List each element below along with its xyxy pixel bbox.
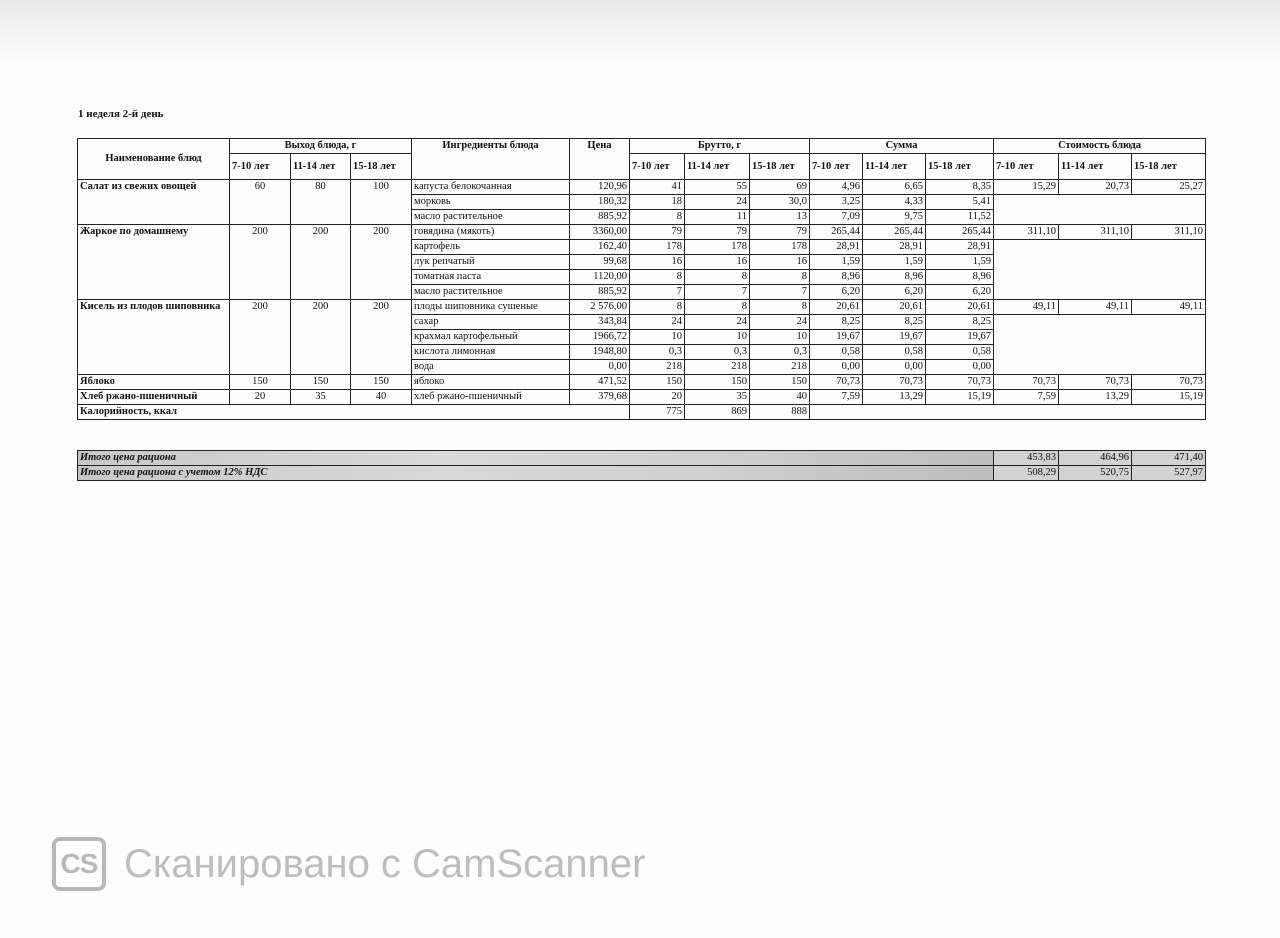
calories-label: Калорийность, ккал [78,405,630,420]
dish-cost: 49,11 [1059,300,1132,315]
dish-cost: 15,29 [994,180,1059,195]
dish-yield: 200 [230,225,291,300]
ingredient-brutto: 16 [685,255,750,270]
ingredient-brutto: 20 [630,390,685,405]
dish-cost: 311,10 [994,225,1059,240]
ingredient-brutto: 8 [685,300,750,315]
ingredient-sum: 8,96 [863,270,926,285]
ingredient-price: 379,68 [570,390,630,405]
ingredient-brutto: 218 [630,360,685,375]
total-label: Итого цена рациона [78,451,994,466]
ingredient-sum: 28,91 [810,240,863,255]
ingredient-name: хлеб ржано-пшеничный [412,390,570,405]
ingredient-brutto: 69 [750,180,810,195]
ingredient-brutto: 10 [630,330,685,345]
ingredient-brutto: 55 [685,180,750,195]
table-row [78,180,1206,195]
ingredient-price: 1966,72 [570,330,630,345]
ingredient-sum: 265,44 [863,225,926,240]
dish-cost: 70,73 [994,375,1059,390]
ingredient-brutto: 7 [630,285,685,300]
calories-value: 888 [750,405,810,420]
header-dish-name: Наименование блюд [78,139,230,180]
ingredient-sum: 19,67 [863,330,926,345]
total-value: 453,83 [994,451,1059,466]
ingredient-sum: 7,09 [810,210,863,225]
ingredient-sum: 19,67 [926,330,994,345]
dish-cost: 7,59 [994,390,1059,405]
dish-yield: 100 [351,180,412,225]
ingredient-sum: 20,61 [810,300,863,315]
ingredient-price: 180,32 [570,195,630,210]
ingredient-name: яблоко [412,375,570,390]
ingredient-brutto: 218 [750,360,810,375]
header-cost: Стоимость блюда [994,139,1206,154]
dish-yield: 20 [230,390,291,405]
table-row [78,375,1206,390]
ingredient-brutto: 24 [750,315,810,330]
ingredient-sum: 9,75 [863,210,926,225]
ingredient-brutto: 8 [630,300,685,315]
dish-name: Жаркое по домашнему [78,225,230,300]
header-age: 15-18 лет [926,154,994,180]
ingredient-price: 0,00 [570,360,630,375]
ingredient-name: томатная паста [412,270,570,285]
ingredient-brutto: 24 [630,315,685,330]
ingredient-brutto: 35 [685,390,750,405]
ingredient-price: 885,92 [570,210,630,225]
dish-name: Салат из свежих овощей [78,180,230,225]
ingredient-brutto: 7 [750,285,810,300]
dish-yield: 200 [291,225,351,300]
header-age: 11-14 лет [685,154,750,180]
watermark-text: Сканировано с CamScanner [124,841,646,886]
header-ingredients: Ингредиенты блюда [412,139,570,180]
ingredient-sum: 20,61 [926,300,994,315]
header-age: 11-14 лет [863,154,926,180]
ingredient-brutto: 13 [750,210,810,225]
dish-cost: 49,11 [1132,300,1206,315]
table-row [78,225,1206,240]
calories-value: 775 [630,405,685,420]
ingredient-price: 3360,00 [570,225,630,240]
header-age: 7-10 лет [994,154,1059,180]
ingredient-brutto: 41 [630,180,685,195]
total-row [78,451,1206,466]
ingredient-brutto: 10 [750,330,810,345]
header-age: 15-18 лет [750,154,810,180]
total-value: 471,40 [1132,451,1206,466]
dish-cost: 15,19 [1132,390,1206,405]
ingredient-sum: 0,58 [863,345,926,360]
ingredient-name: сахар [412,315,570,330]
ingredient-price: 1120,00 [570,270,630,285]
ingredient-sum: 6,20 [926,285,994,300]
ingredient-sum: 6,20 [863,285,926,300]
total-vat-value: 520,75 [1059,466,1132,481]
ingredient-sum: 11,52 [926,210,994,225]
ingredient-sum: 20,61 [863,300,926,315]
dish-cost: 20,73 [1059,180,1132,195]
ingredient-name: кислота лимонная [412,345,570,360]
ingredient-brutto: 150 [630,375,685,390]
ingredient-brutto: 8 [685,270,750,285]
ingredient-price: 120,96 [570,180,630,195]
ingredient-brutto: 218 [685,360,750,375]
ingredient-name: капуста белокочанная [412,180,570,195]
dish-cost: 311,10 [1059,225,1132,240]
ingredient-brutto: 10 [685,330,750,345]
table-row [78,390,1206,405]
ingredient-brutto: 178 [750,240,810,255]
table-row [78,300,1206,315]
header-age: 7-10 лет [630,154,685,180]
ingredient-sum: 1,59 [810,255,863,270]
header-age: 11-14 лет [291,154,351,180]
menu-table [77,138,1206,420]
ingredient-name: лук репчатый [412,255,570,270]
dish-cost: 25,27 [1132,180,1206,195]
calories-blank [810,405,1206,420]
table-header [78,139,1206,180]
ingredient-name: морковь [412,195,570,210]
ingredient-sum: 70,73 [810,375,863,390]
ingredient-sum: 6,20 [810,285,863,300]
ingredient-sum: 0,00 [863,360,926,375]
ingredient-brutto: 24 [685,195,750,210]
ingredient-sum: 28,91 [926,240,994,255]
ingredient-sum: 15,19 [926,390,994,405]
ingredient-price: 1948,80 [570,345,630,360]
page-heading: 1 неделя 2-й день [78,108,164,120]
ingredient-brutto: 8 [630,270,685,285]
ingredient-brutto: 0,3 [630,345,685,360]
ingredient-sum: 8,96 [810,270,863,285]
header-age: 7-10 лет [230,154,291,180]
total-vat-value: 527,97 [1132,466,1206,481]
ingredient-sum: 265,44 [926,225,994,240]
ingredient-brutto: 178 [630,240,685,255]
ingredient-brutto: 24 [685,315,750,330]
ingredient-sum: 3,25 [810,195,863,210]
dish-yield: 40 [351,390,412,405]
dish-cost: 13,29 [1059,390,1132,405]
dish-yield: 80 [291,180,351,225]
header-brutto: Брутто, г [630,139,810,154]
ingredient-name: масло растительное [412,210,570,225]
ingredient-sum: 1,59 [863,255,926,270]
ingredient-brutto: 150 [750,375,810,390]
cost-blank [994,315,1206,375]
ingredient-name: вода [412,360,570,375]
dish-yield: 35 [291,390,351,405]
dish-yield: 200 [351,300,412,375]
ingredient-name: плоды шиповника сушеные [412,300,570,315]
ingredient-name: крахмал картофельный [412,330,570,345]
ingredient-sum: 6,65 [863,180,926,195]
dish-name: Яблоко [78,375,230,390]
ingredient-price: 343,84 [570,315,630,330]
dish-yield: 200 [291,300,351,375]
dish-name: Кисель из плодов шиповника [78,300,230,375]
dish-cost: 70,73 [1132,375,1206,390]
header-age: 15-18 лет [1132,154,1206,180]
ingredient-brutto: 40 [750,390,810,405]
ingredient-brutto: 0,3 [685,345,750,360]
ingredient-sum: 0,00 [810,360,863,375]
dish-yield: 150 [230,375,291,390]
ingredient-brutto: 16 [630,255,685,270]
dish-cost: 311,10 [1132,225,1206,240]
ingredient-sum: 8,25 [863,315,926,330]
ingredient-brutto: 18 [630,195,685,210]
ingredient-brutto: 79 [685,225,750,240]
header-sum: Сумма [810,139,994,154]
dish-yield: 200 [230,300,291,375]
total-vat-row [78,466,1206,481]
ingredient-sum: 5,41 [926,195,994,210]
ingredient-sum: 0,58 [810,345,863,360]
total-vat-value: 508,29 [994,466,1059,481]
ingredient-sum: 265,44 [810,225,863,240]
totals-table [77,450,1206,481]
dish-yield: 150 [351,375,412,390]
header-age: 11-14 лет [1059,154,1132,180]
ingredient-sum: 0,00 [926,360,994,375]
ingredient-price: 885,92 [570,285,630,300]
dish-yield: 200 [351,225,412,300]
calories-value: 869 [685,405,750,420]
dish-name: Хлеб ржано-пшеничный [78,390,230,405]
total-value: 464,96 [1059,451,1132,466]
ingredient-sum: 8,35 [926,180,994,195]
ingredient-price: 99,68 [570,255,630,270]
camscanner-watermark [52,836,645,892]
ingredient-name: картофель [412,240,570,255]
header-price: Цена [570,139,630,180]
ingredient-brutto: 178 [685,240,750,255]
ingredient-name: говядина (мякоть) [412,225,570,240]
cost-blank [994,240,1206,300]
ingredient-sum: 0,58 [926,345,994,360]
ingredient-brutto: 11 [685,210,750,225]
scan-edge-shadow [0,0,1280,60]
header-age: 7-10 лет [810,154,863,180]
camscanner-logo-icon: CS [52,837,106,891]
ingredient-sum: 8,25 [926,315,994,330]
ingredient-brutto: 8 [750,270,810,285]
ingredient-brutto: 79 [750,225,810,240]
ingredient-price: 2 576,00 [570,300,630,315]
ingredient-sum: 19,67 [810,330,863,345]
ingredient-sum: 8,25 [810,315,863,330]
table-body [78,180,1206,420]
ingredient-brutto: 30,0 [750,195,810,210]
total-vat-label: Итого цена рациона с учетом 12% НДС [78,466,994,481]
ingredient-brutto: 7 [685,285,750,300]
ingredient-sum: 7,59 [810,390,863,405]
dish-yield: 60 [230,180,291,225]
ingredient-sum: 4,96 [810,180,863,195]
ingredient-brutto: 16 [750,255,810,270]
ingredient-price: 471,52 [570,375,630,390]
ingredient-sum: 8,96 [926,270,994,285]
dish-cost: 70,73 [1059,375,1132,390]
ingredient-sum: 4,33 [863,195,926,210]
ingredient-sum: 70,73 [926,375,994,390]
header-age: 15-18 лет [351,154,412,180]
ingredient-brutto: 0,3 [750,345,810,360]
ingredient-brutto: 8 [630,210,685,225]
cost-blank [994,195,1206,225]
ingredient-sum: 1,59 [926,255,994,270]
ingredient-name: масло растительное [412,285,570,300]
ingredient-sum: 28,91 [863,240,926,255]
ingredient-brutto: 79 [630,225,685,240]
calories-row [78,405,1206,420]
dish-cost: 49,11 [994,300,1059,315]
ingredient-brutto: 8 [750,300,810,315]
ingredient-price: 162,40 [570,240,630,255]
header-yield: Выход блюда, г [230,139,412,154]
ingredient-sum: 13,29 [863,390,926,405]
dish-yield: 150 [291,375,351,390]
ingredient-sum: 70,73 [863,375,926,390]
ingredient-brutto: 150 [685,375,750,390]
